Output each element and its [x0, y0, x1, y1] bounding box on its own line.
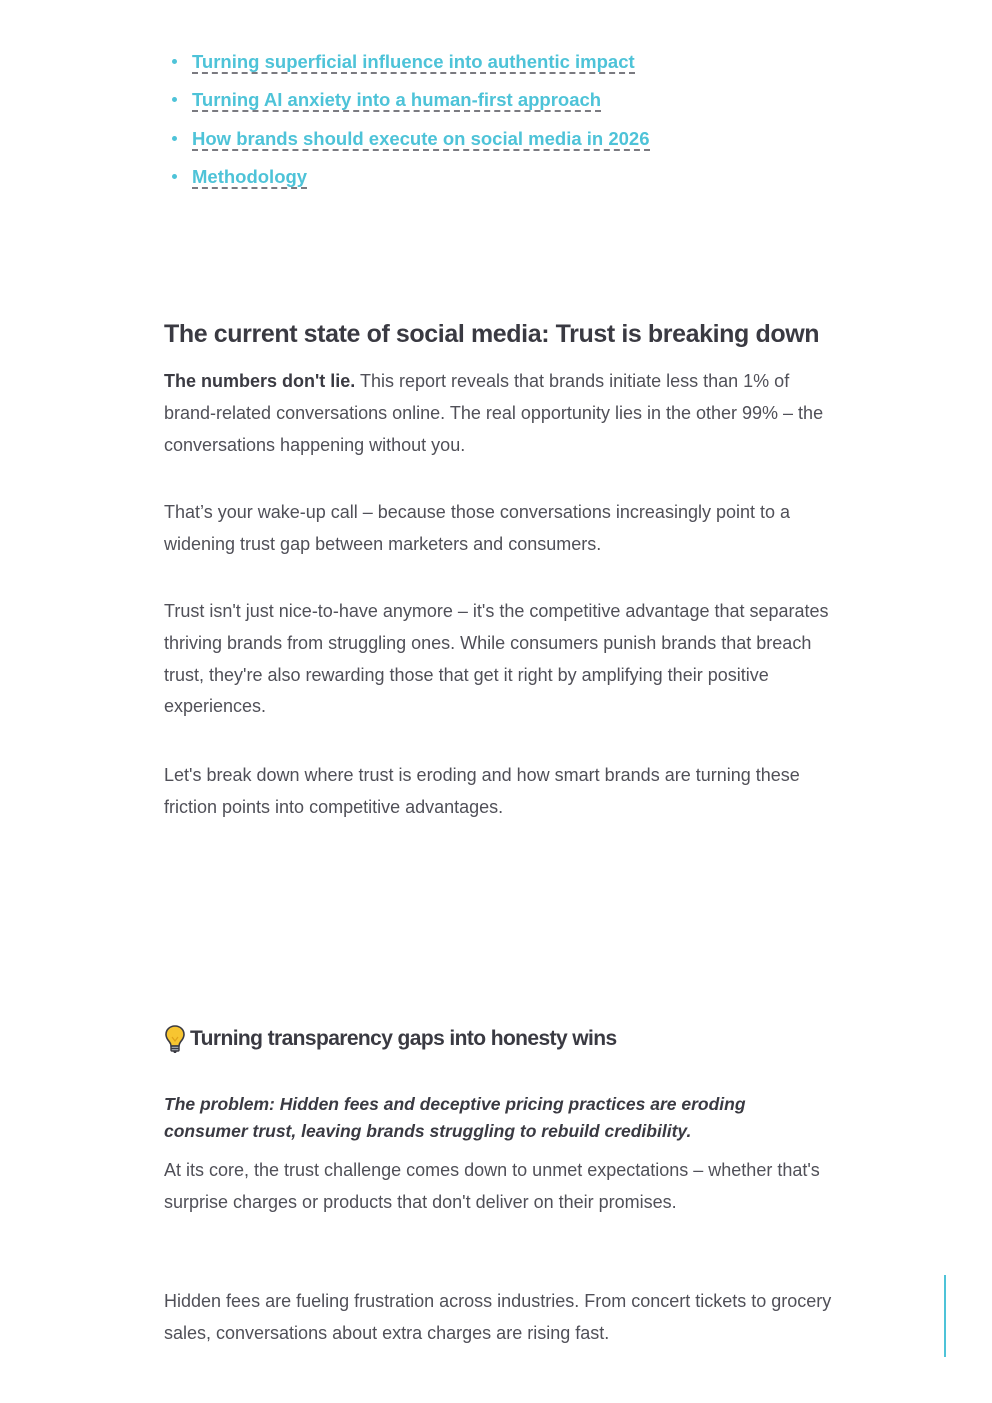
toc-item	[164, 123, 650, 161]
paragraph-hidden-fees: Hidden fees are fueling frustration across industries. From concert tickets to grocery sales, conversations about extra charges are rising fast.	[164, 1291, 832, 1343]
paragraph-body: This report reveals that brands initiate less than 1% of brand-related conversations online. The real opportunity lies in the other 99% – the conversations happening without you.	[164, 371, 824, 455]
accent-rule	[944, 1275, 946, 1357]
paragraph-numbers	[164, 366, 832, 461]
problem-statement: The problem: Hidden fees and deceptive pricing practices are eroding consumer trust, leaving brands struggling to rebuild credibility.	[164, 1094, 746, 1141]
paragraph-lead: The numbers don't lie.	[164, 371, 356, 391]
bullet-icon	[172, 174, 177, 179]
paragraph-trust-advantage: Trust isn't just nice-to-have anymore – it's the competitive advantage that separates thriving brands from struggling ones. While consumers punish brands that breach trust, they're also rewarding those that get it right by amplifying their positive experiences.	[164, 601, 829, 717]
section-heading-text: Turning transparency gaps into honesty wins	[190, 1027, 617, 1050]
toc-link-influence[interactable]: Turning superficial influence into authentic impact	[192, 51, 635, 72]
bullet-icon	[172, 59, 177, 64]
section-heading-trust: The current state of social media: Trust is breaking down	[164, 320, 820, 348]
table-of-contents	[164, 46, 650, 199]
section-heading-transparency	[164, 1024, 617, 1054]
bullet-icon	[172, 97, 177, 102]
toc-item	[164, 46, 650, 84]
toc-link-execute-2026[interactable]: How brands should execute on social media in 2026	[192, 127, 650, 149]
paragraph-break-down: Let's break down where trust is eroding and how smart brands are turning these friction points into competitive advantages.	[164, 765, 800, 817]
toc-item	[164, 161, 650, 199]
paragraph-core-challenge: At its core, the trust challenge comes down to unmet expectations – whether that's surprise charges or products that don't deliver on their promises.	[164, 1160, 820, 1212]
toc-item	[164, 84, 650, 122]
toc-link-ai-anxiety[interactable]: Turning AI anxiety into a human-first approach	[192, 89, 602, 111]
paragraph-wake-up: That’s your wake-up call – because those conversations increasingly point to a widening trust gap between marketers and consumers.	[164, 502, 791, 554]
lightbulb-icon	[164, 1024, 186, 1054]
bullet-icon	[172, 136, 177, 141]
toc-link-methodology[interactable]: Methodology	[192, 165, 308, 187]
